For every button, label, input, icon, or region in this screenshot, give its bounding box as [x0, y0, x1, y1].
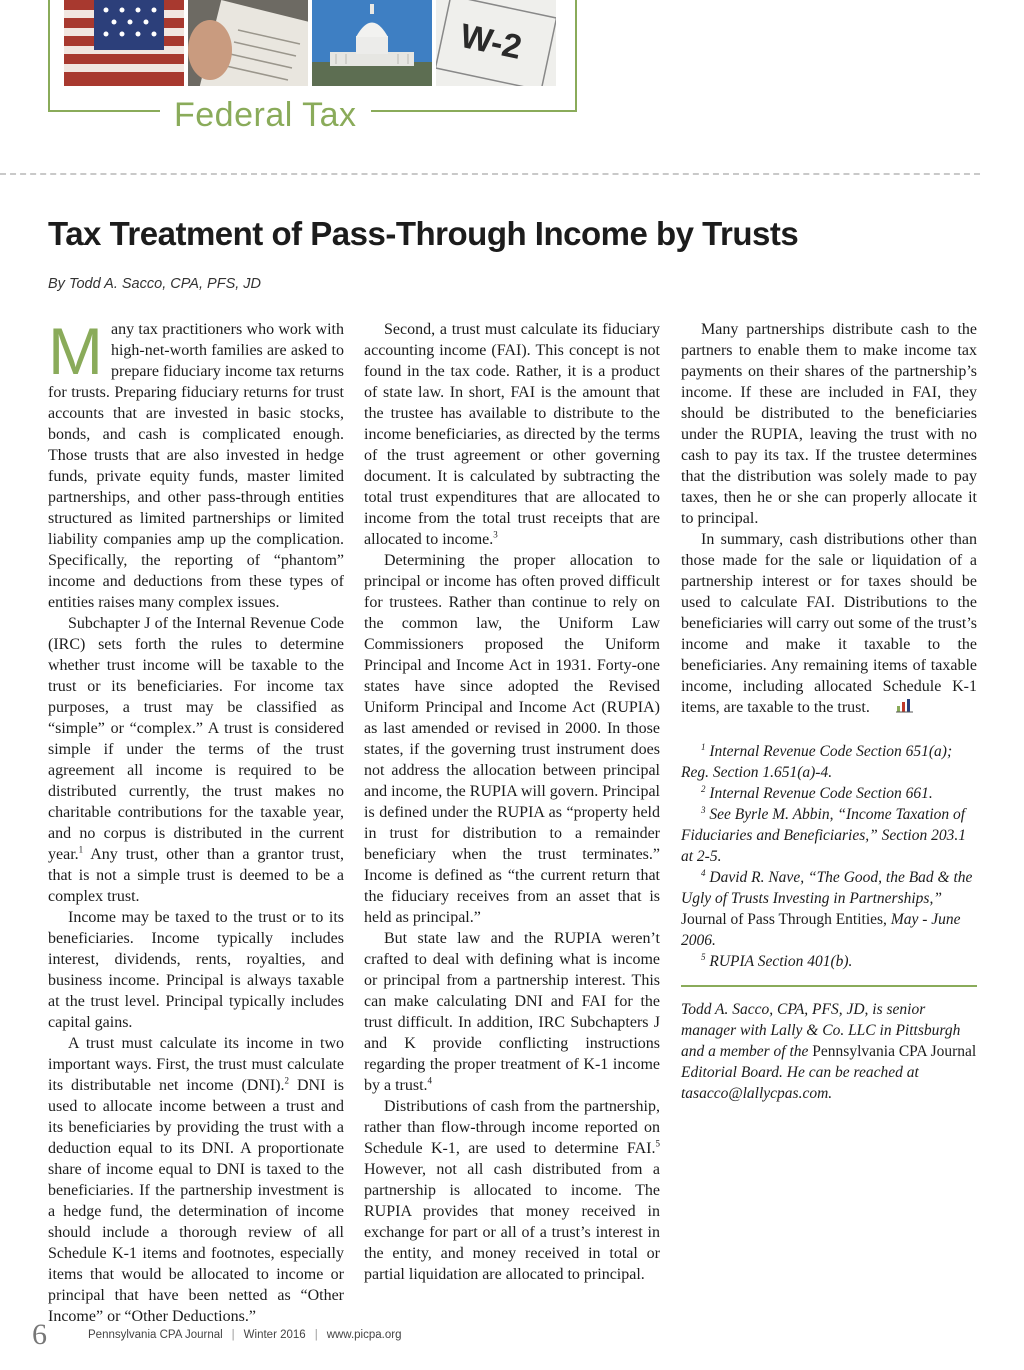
flag-photo: [64, 0, 184, 86]
footnotes: [681, 741, 977, 972]
column-1: [48, 314, 345, 1327]
paragraph-7: But state law and the RUPIA weren’t crafted to deal with defining what is income or principal from a partnership interest. This can make calculating DNI and FAI for the trust difficult. In addition, IRC Subchapters J and K provide conflicting instructions regarding the proper treatment of K-1 income by a trust.$^4$: [364, 930, 660, 1094]
footnote-ref-4[interactable]: 4: [427, 1075, 433, 1086]
paragraph-4: A trust must calculate its income in two important ways. First, the trust must calculate its distributable net income (DNI).$^2$ DNI is used to allocate income between a trust and its beneficiaries by providing the trust with a deduction equal to its DNI. A proportionate share of income equal to DNI is taxed to the beneficiaries. If the partnership investment is a hedge fund, the determination of income should include a thorough review of all Schedule K-1 items and footnotes, especially items that would be allocated to income or principal that have been netted as “Other Income” or “Other Deductions.”: [48, 1035, 345, 1325]
w2-label: W-2: [456, 16, 526, 67]
footer-issue: Winter 2016: [243, 1329, 306, 1341]
end-mark-icon: [876, 697, 914, 719]
author-bio: Todd A. Sacco, CPA, PFS, JD, is senior manager with Lally & Co. LLC in Pittsburgh and a member of the Pennsylvania CPA Journal Editorial Board. He can be reached at tasacco@lallycpas.com.: [681, 1001, 977, 1103]
article-byline: By Todd A. Sacco, CPA, PFS, JD: [48, 276, 262, 292]
footnote-ref-5[interactable]: 5: [655, 1138, 660, 1149]
paragraph-6: Determining the proper allocation to principal or income has often proved difficult for trustees. Rather than continue to rely on the common law, the Uniform Law Commissioners proposed the Uniform Principal and Income Act in 1931. Forty-one states have since adopted the Revised Uniform Principal and Income Act (RUPIA) as last amended or revised in 2000. In those states, if the governing trust instrument does not address the allocation between principal and income, the RUPIA will govern. Principal is defined under the RUPIA as “property held in trust for distribution to a remainder beneficiary when the trust terminates.” Income is defined as “the current return that the fiduciary receives from an asset that is held as principal.”: [364, 552, 660, 926]
dashed-divider: [0, 173, 980, 175]
footnote-5: $^5$ RUPIA Section 401(b).: [701, 952, 853, 971]
paragraph-5: Second, a trust must calculate its fiduciary accounting income (FAI). This concept is not found in the tax code. Rather, it is a product of state law. In short, FAI is the amount that the trustee has available to distribute to the income beneficiaries, as directed by the terms of the trust agreement or other governing document. It is calculated by subtracting the total trust expenditures that are allocated to income from the total trust receipts that are allocated to income.$^3$: [364, 321, 660, 548]
footer-journal: Pennsylvania CPA Journal: [88, 1329, 223, 1341]
footnote-ref-2[interactable]: 2: [284, 1075, 290, 1086]
capitol-icon: [312, 0, 432, 86]
drop-cap: M: [48, 314, 103, 388]
paragraph-3: Income may be taxed to the trust or to its beneficiaries. Income typically includes interest, dividends, rents, royalties, and business income. Principal is always taxable at the trust level. Principal typically includes capital gains.: [48, 909, 344, 1031]
tax-form-photo: [188, 0, 308, 86]
footer-url[interactable]: www.picpa.org: [326, 1329, 402, 1341]
footnote-2: $^2$ Internal Revenue Code Section 661.: [701, 784, 933, 803]
section-title: Federal Tax: [160, 96, 371, 135]
article-title: Tax Treatment of Pass-Through Income by Trusts: [48, 215, 799, 252]
paragraph-10: In summary, cash distributions other than those made for the sale or liquidation of a partnership interest or for taxes should be used to calculate FAI. Distributions to the beneficiaries will carry out some of the trust’s income and make it taxable to the beneficiaries. Any remaining items of taxable income, including allocated Schedule K-1 items, are taxable to the trust.: [681, 529, 977, 719]
flag-icon: [64, 0, 184, 86]
banner-photos: [64, 0, 556, 86]
page-footer: [32, 1318, 401, 1352]
footnote-1: $^1$ Internal Revenue Code Section 651(a); Reg. Section 1.651(a)-4.: [681, 742, 953, 782]
footnote-ref-3[interactable]: 3: [493, 529, 498, 540]
bio-journal-name: Pennsylvania CPA Journal: [812, 1043, 977, 1061]
tax-form-icon: [188, 0, 308, 86]
footnote-4: $^4$ David R. Nave, “The Good, the Bad & the Ugly of Trusts Investing in Partnerships,” Journal of Pass Through Entities, May - June 2006.: [681, 868, 973, 950]
footer-separator: |: [314, 1329, 318, 1341]
bio-divider: [681, 985, 977, 987]
column-3: [681, 319, 977, 1104]
page-number: 6: [32, 1318, 47, 1351]
footnote-ref-1[interactable]: 1: [78, 844, 84, 855]
paragraph-2: Subchapter J of the Internal Revenue Code (IRC) sets forth the rules to determine whether trust income will be taxable to the trust or its beneficiaries. For income tax purposes, a trust may be classified as “simple” or “complex.” A trust is considered simple if under the terms of the trust agreement all income is required to be distributed currently, the trust makes no charitable contributions for the taxable year, and no corpus is distributed in the current year.$^1$ Any trust, other than a grantor trust, that is not a simple trust is deemed to be a complex trust.: [48, 615, 344, 905]
capitol-photo: [312, 0, 432, 86]
w2-form-photo: [436, 0, 556, 86]
column-2: [364, 319, 660, 1285]
paragraph-8: Distributions of cash from the partnership, rather than flow-through income reported on Schedule K-1, are used to determine FAI.$^5$ However, not all cash distributed from a partnership is allocated to income. The RUPIA provides that money received in exchange for part or all of a trust’s interest in the entity, and money received in total or partial liquidation are allocated to principal.: [364, 1098, 660, 1283]
w2-form-icon: [436, 0, 556, 86]
paragraph-1: Many tax practitioners who work with high-net-worth families are asked to prepare fiduciary income tax returns for trusts. Preparing fiduciary returns for trust accounts that are invested in basic stocks, bonds, and cash is complicated enough. Those trusts that are also invested in hedge funds, private equity funds, master limited partnerships, and other pass-through entities structured as limited partnerships or limited liability companies amp up the complication. Specifically, the reporting of “phantom” income and deductions from these types of entities raises many complex issues.: [48, 314, 344, 611]
footer-separator: |: [231, 1329, 235, 1341]
footnote-3: $^3$ See Byrle M. Abbin, “Income Taxation of Fiduciaries and Beneficiaries,” Section 203.1 at 2-5.: [681, 805, 966, 866]
paragraph-9: Many partnerships distribute cash to the partners to enable them to make income tax payments on their shares of the partnership’s income. If these are included in FAI, they should be distributed to the beneficiaries under the RUPIA, leaving the trust with no cash to pay its tax. If the trustee determines that the distribution was solely made to pay taxes, then he or she can properly allocate it to principal.: [681, 321, 977, 527]
